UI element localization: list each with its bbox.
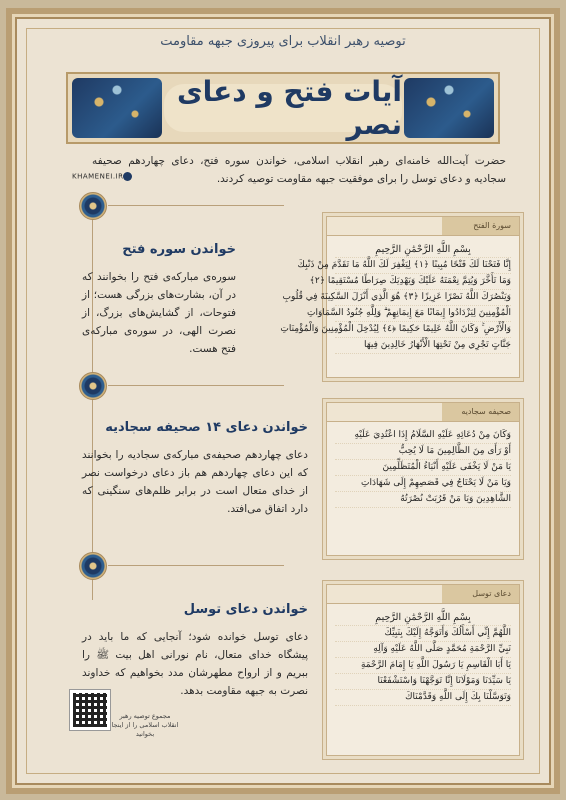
medallion-icon bbox=[79, 552, 107, 580]
verse-line: وَالْأَرْضِ ۚ وَكَانَ اللَّهُ عَلِيمًا حَكِيمًا ﴿٤﴾ لِيُدْخِلَ الْمُؤْمِنِينَ وَالْمُؤْمِنَاتِ bbox=[335, 322, 511, 338]
logo-icon bbox=[123, 172, 132, 181]
verse-line: يَا سَيِّدَنَا وَمَوْلَانَا إِنَّا تَوَجَّهْنَا وَاسْتَشْفَعْنَا bbox=[335, 674, 511, 690]
verse-line: جَنَّاتٍ تَجْرِي مِنْ تَحْتِهَا الْأَنْهَارُ خَالِدِينَ فِيهَا bbox=[335, 338, 511, 354]
verse-line: أَوْ رَأَى مِنَ الظَّالِمِينَ مَا لَا يُحِبُّ bbox=[335, 444, 511, 460]
divider bbox=[108, 565, 284, 566]
section-title-fath: خواندن سوره فتح bbox=[122, 242, 236, 257]
verse-line: اللَّهُمَّ إِنِّي أَسْأَلُكَ وَأَتَوَجَّهُ إِلَيْكَ بِنَبِيِّكَ bbox=[335, 626, 511, 642]
verse-line: وَكَانَ مِنْ دُعَائِهِ عَلَيْهِ السَّلَامُ إِذَا اعْتُدِيَ عَلَيْهِ bbox=[335, 428, 511, 444]
page-title: آیات فتح و دعای نصر bbox=[164, 84, 402, 132]
verse-line: نَبِيِّ الرَّحْمَةِ مُحَمَّدٍ صَلَّى اللَّهُ عَلَيْهِ وَآلِهِ bbox=[335, 642, 511, 658]
qr-code[interactable] bbox=[70, 690, 110, 730]
section-text-tavassol: دعای توسل خوانده شود؛ آنجایی که ما باید در پیشگاه خدای متعال، نام نورانی اهل بیت ﷺ را ببریم و از ارواح مطهرشان مدد بخواهیم که خداوند نصرت به جبهه مقاومت بدهد. bbox=[82, 631, 308, 697]
section-text-sahifa: دعای چهاردهم صحیفه‌ی مبارکه‌ی سجادیه را بخوانند که این دعای چهاردهم هم باز دعای درخواست نصر از خدای متعال است در برابر ظلم‌های سنگینی که دارد اتفاق می‌افتد. bbox=[82, 449, 308, 515]
card-title: سورة الفتح bbox=[327, 217, 519, 236]
card-fath bbox=[280, 216, 520, 378]
verse-line: إِنَّا فَتَحْنَا لَكَ فَتْحًا مُبِينًا ﴿١﴾ لِيَغْفِرَ لَكَ اللَّهُ مَا تَقَدَّمَ مِنْ ذَنْبِكَ bbox=[335, 258, 511, 274]
ornament-right-icon bbox=[404, 78, 494, 138]
intro-text: حضرت آیت‌الله خامنه‌ای رهبر انقلاب اسلامی، خواندن سوره فتح، دعای چهاردهم صحیفه سجادیه و دعای توسل را برای موفقیت جبهه مقاومت توصیه کردند. bbox=[92, 155, 506, 185]
ornament-left-icon bbox=[72, 78, 162, 138]
divider bbox=[108, 385, 284, 386]
medallion-icon bbox=[79, 372, 107, 400]
verse-line: بِسْمِ اللَّهِ الرَّحْمَٰنِ الرَّحِيمِ bbox=[335, 610, 511, 626]
logo-text: KHAMENEI.IR bbox=[72, 172, 124, 181]
verse-line: وَتَوَسَّلْنَا بِكَ إِلَى اللَّهِ وَقَدَّمْنَاكَ bbox=[335, 690, 511, 706]
verse-line: يَا مَنْ لَا يَخْفَى عَلَيْهِ أَنْبَاءُ الْمُتَظَلِّمِينَ bbox=[335, 460, 511, 476]
card-lines bbox=[327, 604, 519, 712]
verse-line: بِسْمِ اللَّهِ الرَّحْمَٰنِ الرَّحِيمِ bbox=[335, 242, 511, 258]
card-title: صحیفه سجادیه bbox=[327, 403, 519, 422]
verse-line: الْمُؤْمِنِينَ لِيَزْدَادُوا إِيمَانًا مَعَ إِيمَانِهِمْ ۗ وَلِلَّهِ جُنُودُ السَّمَاوَاتِ bbox=[335, 306, 511, 322]
card-title: دعای توسل bbox=[327, 585, 519, 604]
section-title-sahifa: خواندن دعای ۱۴ صحیفه سجادیه bbox=[105, 420, 308, 435]
divider bbox=[108, 205, 284, 206]
card-lines bbox=[327, 422, 519, 514]
medallion-icon bbox=[79, 192, 107, 220]
page-subtitle: توصیه رهبر انقلاب برای پیروزی جبهه مقاومت bbox=[160, 34, 406, 49]
verse-line: الشَّاهِدِينَ وَيَا مَنْ قَرُبَتْ نُصْرَتُهُ bbox=[335, 492, 511, 508]
title-banner bbox=[66, 72, 500, 144]
verse-line: يَا أَبَا الْقَاسِمِ يَا رَسُولَ اللَّهِ يَا إِمَامَ الرَّحْمَةِ bbox=[335, 658, 511, 674]
card-tavassol bbox=[326, 584, 520, 756]
verse-line: وَمَا تَأَخَّرَ وَيُتِمَّ نِعْمَتَهُ عَلَيْكَ وَيَهْدِيَكَ صِرَاطًا مُسْتَقِيمًا ﴿٢﴾ bbox=[335, 274, 511, 290]
site-logo bbox=[72, 172, 134, 181]
card-sahifa bbox=[326, 402, 520, 556]
verse-line: وَيَا مَنْ لَا يَحْتَاجُ فِي قَصَصِهِمْ إِلَى شَهَادَاتِ bbox=[335, 476, 511, 492]
qr-caption: مجموع توصیه رهبر انقلاب اسلامی را از اینجا بخوانید bbox=[111, 712, 179, 738]
section-title-tavassol: خواندن دعای توسل bbox=[183, 602, 308, 617]
card-lines bbox=[280, 236, 519, 360]
section-text-fath: سوره‌ی مبارکه‌ی فتح را بخوانند که در آن، بشارت‌های بزرگی هست؛ از فتوحات، از گشایش‌های بزرگ، از نصرت الهی، در سوره‌ی مبارکه‌ی فتح هست. bbox=[82, 271, 236, 355]
verse-line: وَيَنْصُرَكَ اللَّهُ نَصْرًا عَزِيزًا ﴿٣﴾ هُوَ الَّذِي أَنْزَلَ السَّكِينَةَ فِي قُلُوبِ bbox=[335, 290, 511, 306]
